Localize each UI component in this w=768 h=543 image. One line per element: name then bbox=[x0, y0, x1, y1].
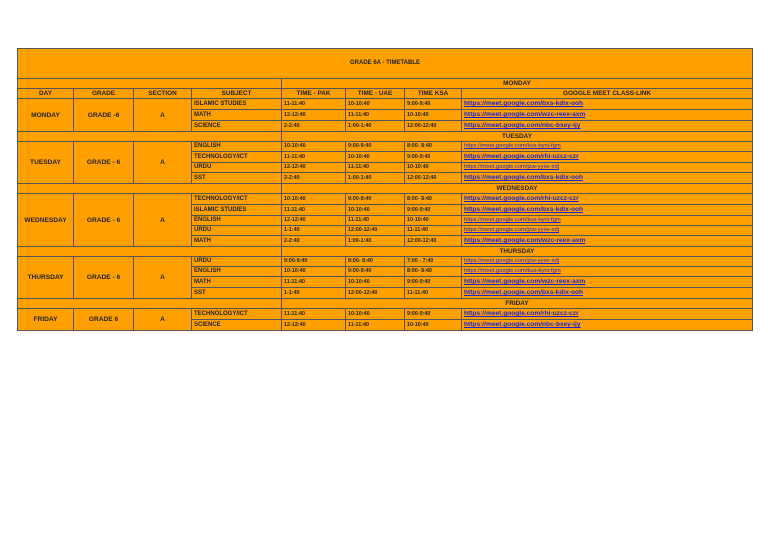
subject-cell: TECHNOLOGY/ICT bbox=[192, 309, 282, 320]
subject-cell: ENGLISH bbox=[192, 216, 282, 226]
link-cell bbox=[462, 173, 753, 184]
meet-link[interactable]: https://meet.google.com/jzw-yyov-xdj bbox=[464, 164, 560, 170]
time-pak-cell: 1-1:40 bbox=[282, 226, 346, 236]
subject-cell: ENGLISH bbox=[192, 267, 282, 277]
grade-cell: GRADE - 6 bbox=[74, 257, 134, 299]
time-uae-cell: 8:00- 8:40 bbox=[346, 257, 405, 267]
time-pak-cell: 1-1:40 bbox=[282, 288, 346, 299]
day-cell: FRIDAY bbox=[18, 309, 74, 331]
time-ksa-cell: 9:00-9:40 bbox=[405, 277, 462, 288]
grade-cell: GRADE 6 bbox=[74, 309, 134, 331]
day-banner-row bbox=[18, 79, 753, 89]
time-pak-cell: 10-10:40 bbox=[282, 267, 346, 277]
time-pak-cell: 11-11:40 bbox=[282, 309, 346, 320]
time-uae-cell: 1:00-1:40 bbox=[346, 236, 405, 247]
section-cell: A bbox=[134, 142, 192, 184]
time-uae-cell: 9:00-9:40 bbox=[346, 267, 405, 277]
meet-link[interactable]: https://meet.google.com/jzw-yyov-xdj bbox=[464, 227, 560, 233]
meet-link[interactable]: https://meet.google.com/wzc-reex-axm bbox=[464, 111, 586, 118]
link-cell bbox=[462, 236, 753, 247]
time-uae-cell: 12:00-12:40 bbox=[346, 288, 405, 299]
column-header: DAY bbox=[18, 89, 74, 99]
subject-cell: SST bbox=[192, 173, 282, 184]
time-uae-cell: 12:00-12:40 bbox=[346, 226, 405, 236]
time-pak-cell: 2-2:40 bbox=[282, 236, 346, 247]
link-cell bbox=[462, 99, 753, 110]
time-uae-cell: 1:00-1:40 bbox=[346, 173, 405, 184]
subject-cell: URDU bbox=[192, 257, 282, 267]
table-row bbox=[18, 99, 753, 110]
column-header: TIME - PAK bbox=[282, 89, 346, 99]
time-pak-cell: 12-12:40 bbox=[282, 216, 346, 226]
subject-cell: SCIENCE bbox=[192, 121, 282, 132]
time-ksa-cell: 12:00-12:40 bbox=[405, 173, 462, 184]
time-uae-cell: 11-11:40 bbox=[346, 320, 405, 331]
table-row bbox=[18, 309, 753, 320]
section-cell: A bbox=[134, 99, 192, 132]
link-cell bbox=[462, 288, 753, 299]
subject-cell: MATH bbox=[192, 110, 282, 121]
column-header: SUBJECT bbox=[192, 89, 282, 99]
link-cell bbox=[462, 277, 753, 288]
time-pak-cell: 11-11:40 bbox=[282, 99, 346, 110]
time-ksa-cell: 11-11:40 bbox=[405, 226, 462, 236]
grade-cell: GRADE - 6 bbox=[74, 142, 134, 184]
time-pak-cell: 11-11:40 bbox=[282, 205, 346, 216]
time-ksa-cell: 8:00- 8:40 bbox=[405, 194, 462, 205]
link-cell bbox=[462, 267, 753, 277]
time-ksa-cell: 9:00-9:40 bbox=[405, 99, 462, 110]
section-cell: A bbox=[134, 194, 192, 247]
time-uae-cell: 11-11:40 bbox=[346, 110, 405, 121]
meet-link[interactable]: https://meet.google.com/kus-byni-fgm bbox=[464, 217, 561, 223]
meet-link[interactable]: https://meet.google.com/wzc-reex-axm bbox=[464, 237, 586, 244]
time-ksa-cell: 8:00- 8:40 bbox=[405, 267, 462, 277]
link-cell bbox=[462, 163, 753, 173]
day-banner: WEDNESDAY bbox=[282, 184, 753, 194]
time-ksa-cell: 9:00-9:40 bbox=[405, 309, 462, 320]
column-header: TIME KSA bbox=[405, 89, 462, 99]
link-cell bbox=[462, 142, 753, 152]
meet-link[interactable]: https://meet.google.com/bxs-kdix-ooh bbox=[464, 174, 584, 181]
time-ksa-cell: 11-11:40 bbox=[405, 288, 462, 299]
time-uae-cell: 10-10:40 bbox=[346, 309, 405, 320]
link-cell bbox=[462, 257, 753, 267]
time-uae-cell: 10-10:40 bbox=[346, 277, 405, 288]
column-header: SECTION bbox=[134, 89, 192, 99]
meet-link[interactable]: https://meet.google.com/jzw-yyov-xdj bbox=[464, 258, 560, 264]
column-header: TIME - UAE bbox=[346, 89, 405, 99]
time-ksa-cell: 10-10:40 bbox=[405, 216, 462, 226]
subject-cell: MATH bbox=[192, 277, 282, 288]
time-uae-cell: 9:00-9:40 bbox=[346, 194, 405, 205]
time-uae-cell: 11-11:40 bbox=[346, 216, 405, 226]
day-banner-row bbox=[18, 247, 753, 257]
day-cell: MONDAY bbox=[18, 99, 74, 132]
time-pak-cell: 11-11:40 bbox=[282, 277, 346, 288]
time-ksa-cell: 8:00- 8:40 bbox=[405, 142, 462, 152]
day-banner-row bbox=[18, 299, 753, 309]
time-pak-cell: 12-12:40 bbox=[282, 163, 346, 173]
section-cell: A bbox=[134, 309, 192, 331]
day-banner-row bbox=[18, 184, 753, 194]
timetable-sheet bbox=[17, 48, 752, 331]
time-pak-cell: 10-10:40 bbox=[282, 194, 346, 205]
meet-link[interactable]: https://meet.google.com/bxs-kdix-ooh bbox=[464, 100, 584, 107]
column-header: GRADE bbox=[74, 89, 134, 99]
time-ksa-cell: 12:00-12:40 bbox=[405, 121, 462, 132]
time-uae-cell: 9:00-9:40 bbox=[346, 142, 405, 152]
link-cell bbox=[462, 216, 753, 226]
time-uae-cell: 10-10:40 bbox=[346, 99, 405, 110]
link-cell bbox=[462, 152, 753, 163]
subject-cell: MATH bbox=[192, 236, 282, 247]
time-pak-cell: 9:00-9:40 bbox=[282, 257, 346, 267]
table-row bbox=[18, 257, 753, 267]
meet-link[interactable]: https://meet.google.com/rhi-uzcz-czr bbox=[464, 310, 579, 317]
link-cell bbox=[462, 194, 753, 205]
time-pak-cell: 2-2:40 bbox=[282, 121, 346, 132]
meet-link[interactable]: https://meet.google.com/rhi-uzcz-czr bbox=[464, 195, 579, 202]
grade-cell: GRADE -6 bbox=[74, 99, 134, 132]
subject-cell: ENGLISH bbox=[192, 142, 282, 152]
column-header-row bbox=[18, 89, 753, 99]
time-ksa-cell: 7:00 - 7:40 bbox=[405, 257, 462, 267]
day-banner-row bbox=[18, 132, 753, 142]
subject-cell: SST bbox=[192, 288, 282, 299]
time-uae-cell: 10-10:40 bbox=[346, 205, 405, 216]
day-cell: THURSDAY bbox=[18, 257, 74, 299]
timetable bbox=[17, 48, 753, 331]
time-ksa-cell: 9:00-9:40 bbox=[405, 205, 462, 216]
time-pak-cell: 10-10:40 bbox=[282, 142, 346, 152]
time-pak-cell: 2-2:40 bbox=[282, 173, 346, 184]
subject-cell: URDU bbox=[192, 163, 282, 173]
time-ksa-cell: 10-10:40 bbox=[405, 320, 462, 331]
meet-link[interactable]: https://meet.google.com/kus-byni-fgm bbox=[464, 143, 561, 149]
time-ksa-cell: 9:00-9:40 bbox=[405, 152, 462, 163]
subject-cell: TECHNOLOGY/ICT bbox=[192, 152, 282, 163]
column-header: GOOGLE MEET CLASS-LINK bbox=[462, 89, 753, 99]
day-cell: TUESDAY bbox=[18, 142, 74, 184]
link-cell bbox=[462, 320, 753, 331]
subject-cell: ISLAMIC STUDIES bbox=[192, 205, 282, 216]
time-uae-cell: 1:00-1:40 bbox=[346, 121, 405, 132]
grade-cell: GRADE - 6 bbox=[74, 194, 134, 247]
link-cell bbox=[462, 121, 753, 132]
day-banner: FRIDAY bbox=[282, 299, 753, 309]
meet-link[interactable]: https://meet.google.com/wzc-reex-axm bbox=[464, 278, 586, 285]
time-pak-cell: 12-12:40 bbox=[282, 110, 346, 121]
day-banner: THURSDAY bbox=[282, 247, 753, 257]
time-uae-cell: 10-10:40 bbox=[346, 152, 405, 163]
time-ksa-cell: 12:00-12:40 bbox=[405, 236, 462, 247]
meet-link[interactable]: https://meet.google.com/bxs-kdix-ooh bbox=[464, 206, 584, 213]
day-banner: MONDAY bbox=[282, 79, 753, 89]
day-banner: TUESDAY bbox=[282, 132, 753, 142]
link-cell bbox=[462, 110, 753, 121]
link-cell bbox=[462, 309, 753, 320]
table-row bbox=[18, 142, 753, 152]
meet-link[interactable]: https://meet.google.com/kus-byni-fgm bbox=[464, 268, 561, 274]
link-cell bbox=[462, 226, 753, 236]
link-cell bbox=[462, 205, 753, 216]
time-uae-cell: 11-11:40 bbox=[346, 163, 405, 173]
subject-cell: TECHNOLOGY/ICT bbox=[192, 194, 282, 205]
subject-cell: ISLAMIC STUDIES bbox=[192, 99, 282, 110]
day-cell: WEDNESDAY bbox=[18, 194, 74, 247]
meet-link[interactable]: https://meet.google.com/nbc-bxey-ijy bbox=[464, 122, 581, 129]
meet-link[interactable]: https://meet.google.com/rhi-uzcz-czr bbox=[464, 153, 579, 160]
subject-cell: SCIENCE bbox=[192, 320, 282, 331]
subject-cell: URDU bbox=[192, 226, 282, 236]
meet-link[interactable]: https://meet.google.com/bxs-kdix-ooh bbox=[464, 289, 584, 296]
table-row bbox=[18, 194, 753, 205]
time-pak-cell: 12-12:40 bbox=[282, 320, 346, 331]
meet-link[interactable]: https://meet.google.com/nbc-bxey-ijy bbox=[464, 321, 581, 328]
time-ksa-cell: 10-10:40 bbox=[405, 110, 462, 121]
section-cell: A bbox=[134, 257, 192, 299]
time-pak-cell: 11-11:40 bbox=[282, 152, 346, 163]
timetable-title: GRADE 6A - TIMETABLE bbox=[18, 49, 753, 79]
time-ksa-cell: 10-10:40 bbox=[405, 163, 462, 173]
